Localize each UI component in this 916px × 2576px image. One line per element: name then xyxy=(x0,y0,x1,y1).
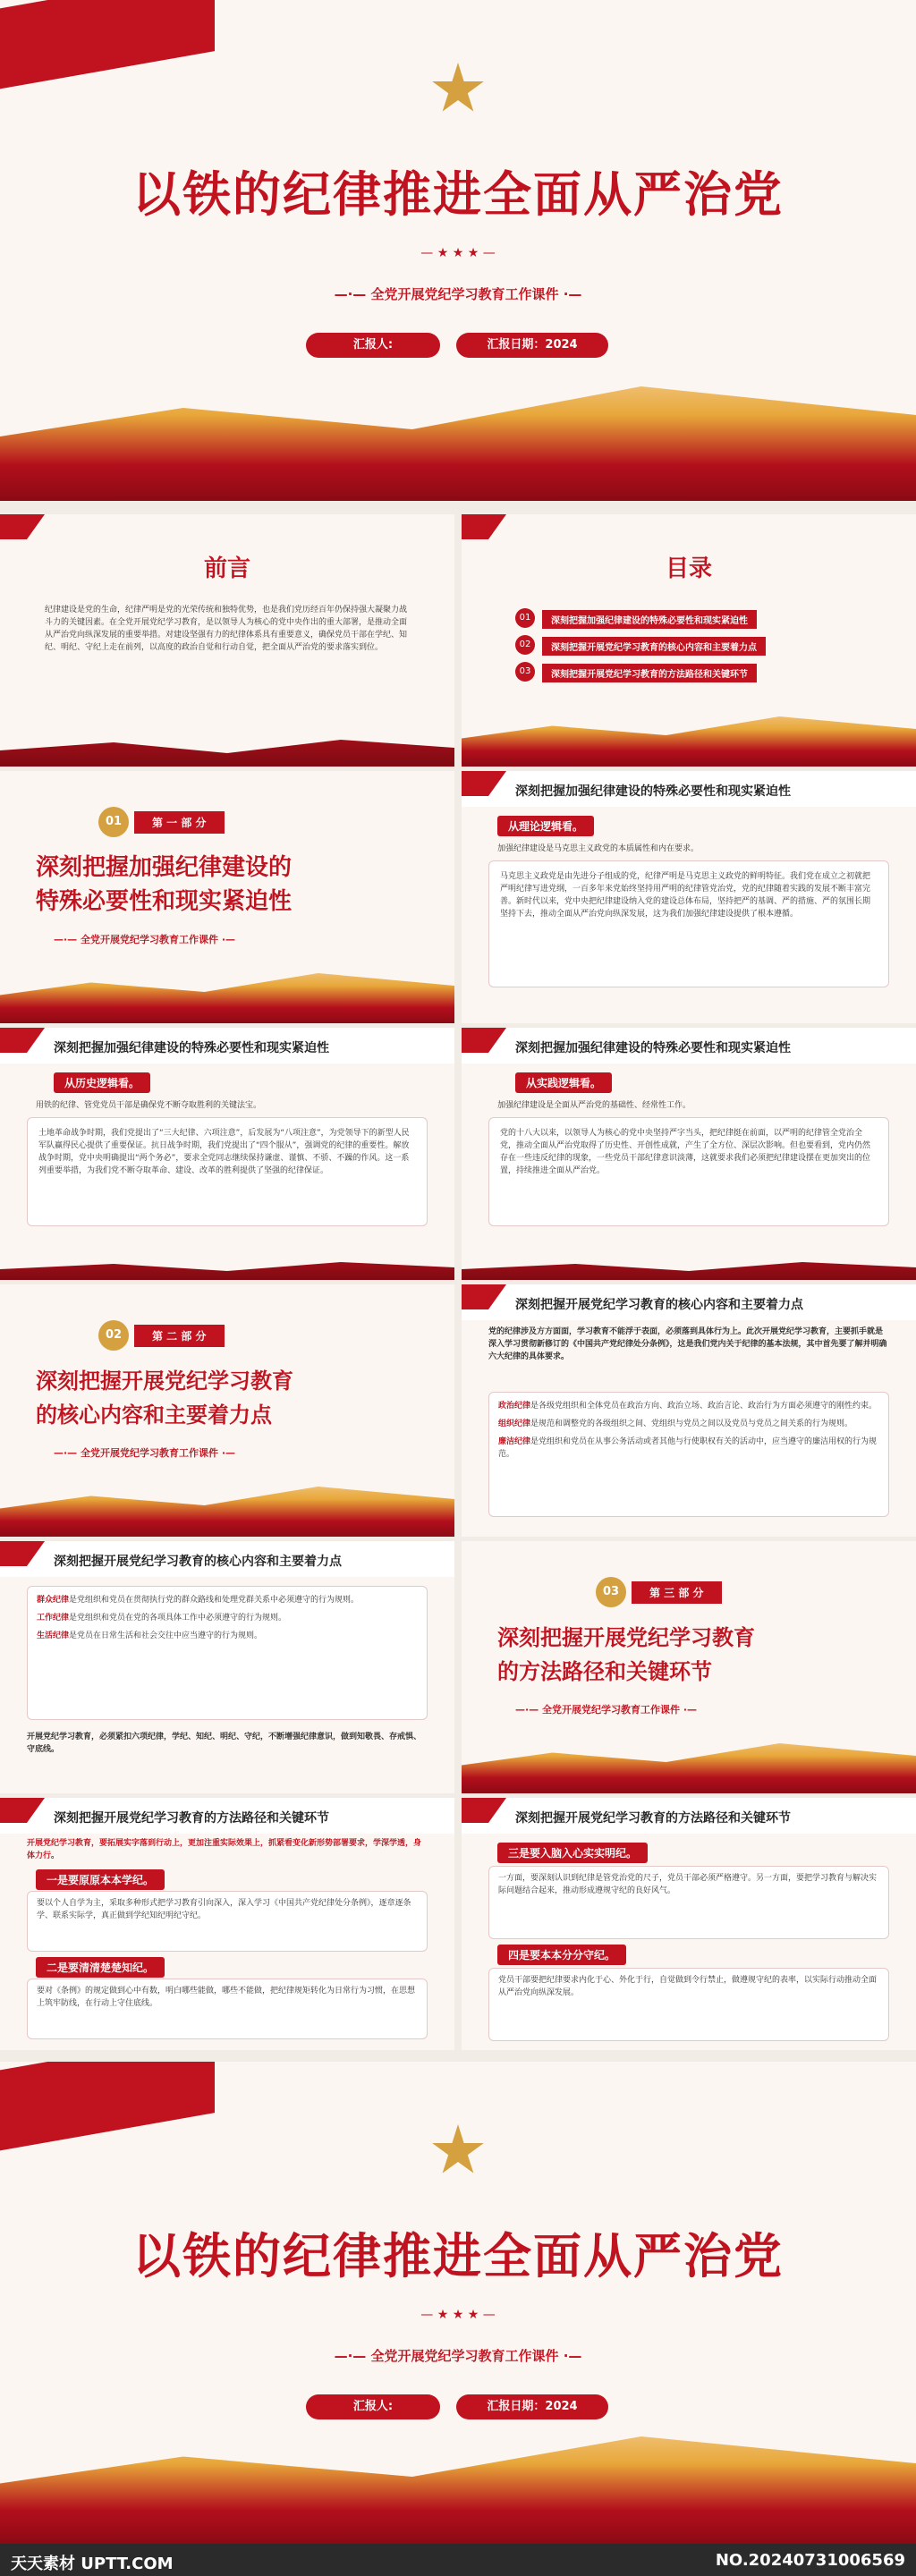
section-title-line2: 的方法路径和关键环节 xyxy=(497,1659,712,1684)
card-body: 党的十八大以来，以领导人为核心的党中央坚持严字当头，把纪律挺在前面，以严明的纪律管全党治全党，推动全面从严治党取得了历史性、开创性成就，产生了全方位、深层次影响。但也要看到，党内仍然存在一些违反纪律的现象，一些党员干部纪律意识淡薄，这就要求我们必须把纪律建设摆在更加突出的位置，持续推进全面从严治党。 xyxy=(500,1129,871,1175)
slide-header-title: 深刻把握开展党纪学习教育的方法路径和关键环节 xyxy=(54,1811,329,1826)
list-item xyxy=(37,1594,418,1606)
list-item xyxy=(498,1400,879,1412)
section-badge: 第 三 部 分 xyxy=(632,1581,722,1604)
lead-text: 用铁的纪律、管党党员干部是确保党不断夺取胜利的关键法宝。 xyxy=(36,1101,262,1110)
slide-header-title: 深刻把握开展党纪学习教育的核心内容和主要着力点 xyxy=(515,1298,803,1312)
content-card xyxy=(488,1968,889,2041)
red-flag-decoration xyxy=(0,514,45,539)
list-item xyxy=(498,1436,879,1461)
history-slide xyxy=(0,1028,454,1280)
card-body: 一方面，要深刻认识到纪律是管党治党的尺子，党员干部必须严格遵守。另一方面，要把学习教育与解决实际问题结合起来，推动形成遵规守纪的良好风气。 xyxy=(498,1874,878,1895)
section-badge: 第 一 部 分 xyxy=(134,811,225,834)
core-content-slide-1 xyxy=(462,1284,916,1537)
watermark-footer xyxy=(0,2544,916,2576)
item-text: 是各级党组织和全体党员在政治方向、政治立场、政治言论、政治行为方面必须遵守的刚性约束。 xyxy=(530,1402,878,1411)
red-flag-decoration xyxy=(462,1798,506,1823)
section-subtitle: —·— 全党开展党纪学习教育工作课件 ·— xyxy=(54,934,236,945)
card-body: 要以个人自学为主，采取多种形式把学习教育引向深入，深入学习《中国共产党纪律处分条例》，逐章逐条学、联系实际学，真正做到学纪知纪明纪守纪。 xyxy=(37,1899,411,1920)
section-badge: 第 二 部 分 xyxy=(134,1325,225,1347)
part3-section-slide xyxy=(462,1541,916,1793)
reporter-pill: 汇报人: xyxy=(306,2394,440,2419)
gold-wave-decoration xyxy=(0,2410,916,2544)
theory-slide xyxy=(462,771,916,1023)
slide-header-title: 深刻把握开展党纪学习教育的方法路径和关键环节 xyxy=(515,1811,791,1826)
gold-star-emblem xyxy=(431,2124,485,2178)
slide-header xyxy=(0,1541,454,1577)
preface-slide xyxy=(0,514,454,767)
red-ribbon-decoration xyxy=(0,0,215,92)
item-keyword: 工作纪律 xyxy=(37,1614,70,1623)
gold-wave-decoration xyxy=(462,704,916,767)
watermark-left: 天天素材 UPTT.COM xyxy=(11,2555,174,2573)
slide-header-title: 深刻把握加强纪律建设的特殊必要性和现实紧迫性 xyxy=(515,1041,791,1055)
toc-number: 01 xyxy=(515,608,535,628)
slide-header xyxy=(462,1284,916,1320)
method-slide-1 xyxy=(0,1798,454,2050)
part1-section-slide xyxy=(0,771,454,1023)
cover-title: 以铁的纪律推进全面从严治党 xyxy=(132,2228,784,2284)
red-flag-decoration xyxy=(0,1028,45,1053)
section-title-line1: 深刻把握开展党纪学习教育 xyxy=(497,1625,755,1650)
red-wave-decoration xyxy=(0,1244,454,1280)
item-keyword: 生活纪律 xyxy=(37,1631,70,1640)
item-text: 是党组织和党员在贯彻执行党的群众路线和处理党群关系中必须遵守的行为规则。 xyxy=(69,1596,360,1605)
cover-subtitle: —·— 全党开展党纪学习教育工作课件 ·— xyxy=(334,2348,582,2364)
section-tag: 从实践逻辑看。 xyxy=(515,1072,612,1093)
cover-subtitle: —·— 全党开展党纪学习教育工作课件 ·— xyxy=(334,286,582,302)
lead-text: 开展党纪学习教育，要拓展实字落到行动上，更加注重实际效果上，抓紧看变化新形势部署要求，学深学透，身体力行。 xyxy=(27,1839,422,1860)
list-item xyxy=(37,1630,418,1642)
content-card xyxy=(488,860,889,987)
divider-stars: — ★ ★ ★ — xyxy=(420,246,496,260)
slide-header-title: 深刻把握加强纪律建设的特殊必要性和现实紧迫性 xyxy=(515,784,791,799)
content-card xyxy=(27,1979,428,2039)
cover-slide-bottom xyxy=(0,2062,916,2576)
red-flag-decoration xyxy=(462,771,506,796)
content-card xyxy=(488,1866,889,1939)
slide-header xyxy=(462,1798,916,1834)
gold-wave-decoration xyxy=(0,358,916,501)
toc-number: 02 xyxy=(515,635,535,655)
section-subtitle: —·— 全党开展党纪学习教育工作课件 ·— xyxy=(515,1704,698,1716)
content-card xyxy=(27,1117,428,1226)
preface-body: 纪律建设是党的生命，纪律严明是党的光荣传统和独特优势，也是我们党历经百年仍保持强大凝聚力战斗力的关键因素。在全党开展党纪学习教育，是以领导人为核心的党中央作出的重大部署，是推动全面从严治党向纵深发展的重要举措。对建设坚强有力的纪律体系具有重要意义，确保党员干部在学纪、知纪、明纪、守纪上走在前列，以高度的政治自觉和行动自觉，把全面从严治党的要求落实到位。 xyxy=(45,606,408,652)
section-tag: 从理论逻辑看。 xyxy=(497,816,594,836)
watermark-right: NO.20240731006569 xyxy=(715,2551,905,2570)
slide-header xyxy=(462,1028,916,1063)
red-wave-decoration xyxy=(0,713,454,767)
summary-text: 开展党纪学习教育，必须紧扣六项纪律，学纪、知纪、明纪、守纪，不断增强纪律意识，做到知敬畏、存戒惧、守底线。 xyxy=(27,1733,422,1754)
slide-header xyxy=(0,1028,454,1063)
item-keyword: 组织纪律 xyxy=(498,1419,531,1428)
section-number: 01 xyxy=(98,807,129,837)
item-keyword: 群众纪律 xyxy=(37,1596,70,1605)
date-pill: 汇报日期：2024 xyxy=(456,2394,608,2419)
intro-text: 党的纪律涉及方方面面，学习教育不能浮于表面，必须落到具体行为上。此次开展党纪学习教育，主要抓手就是深入学习贯彻新修订的《中国共产党纪律处分条例》，这是我们党内关于纪律的基本法规，其中首先要了解并明确六大纪律的具体要求。 xyxy=(488,1327,887,1361)
red-flag-decoration xyxy=(462,514,506,539)
section-tag: 一是要原原本本学纪。 xyxy=(36,1869,165,1890)
date-pill: 汇报日期：2024 xyxy=(456,333,608,358)
toc-slide xyxy=(462,514,916,767)
part2-section-slide xyxy=(0,1284,454,1537)
section-tag: 从历史逻辑看。 xyxy=(54,1072,150,1093)
red-flag-decoration xyxy=(462,1284,506,1309)
card-body: 要对《条例》的规定做到心中有数，明白哪些能做，哪些不能做，把纪律规矩转化为日常行为习惯，在思想上筑牢防线，在行动上守住底线。 xyxy=(37,1987,416,2008)
red-wave-decoration xyxy=(462,1244,916,1280)
slide-header xyxy=(0,1798,454,1834)
red-flag-decoration xyxy=(0,1541,45,1566)
toc-label: 深刻把握加强纪律建设的特殊必要性和现实紧迫性 xyxy=(542,610,757,629)
content-card xyxy=(27,1891,428,1952)
item-text: 是党员在日常生活和社会交往中应当遵守的行为规则。 xyxy=(69,1631,263,1640)
item-text: 是党组织和党员在从事公务活动或者其他与行使职权有关的活动中，应当遵守的廉洁用权的行为规范。 xyxy=(498,1437,878,1459)
slide-header xyxy=(462,771,916,807)
preface-title: 前言 xyxy=(203,555,250,582)
core-content-slide-2 xyxy=(0,1541,454,1793)
gold-wave-decoration xyxy=(462,1731,916,1793)
list-item xyxy=(498,1418,879,1430)
content-card xyxy=(488,1392,889,1517)
content-card xyxy=(27,1586,428,1720)
section-subtitle: —·— 全党开展党纪学习教育工作课件 ·— xyxy=(54,1447,236,1459)
lead-text: 加强纪律建设是全面从严治党的基础性、经常性工作。 xyxy=(497,1101,691,1110)
red-ribbon-decoration xyxy=(0,2062,215,2154)
section-title-line1: 深刻把握开展党纪学习教育 xyxy=(36,1368,293,1394)
item-text: 是党组织和党员在党的各项具体工作中必须遵守的行为规则。 xyxy=(69,1614,287,1623)
lead-text: 加强纪律建设是马克思主义政党的本质属性和内在要求。 xyxy=(497,844,700,853)
card-body: 土地革命战争时期，我们党提出了“三大纪律、六项注意”，后发展为“八项注意”，为党领导下的新型人民军队赢得民心提供了重要保证。抗日战争时期，我们党提出了“四个服从”，强调党的纪律的重要性。解放战争时期，党中央明确提出“两个务必”，要求全党同志继续保持谦虚、谨慎、不骄、不躁的作风。这一系列重要举措，为我们党不断夺取革命、建设、改革的胜利提供了坚强的纪律保证。 xyxy=(38,1129,410,1175)
item-keyword: 政治纪律 xyxy=(498,1402,531,1411)
slide-header-title: 深刻把握开展党纪学习教育的核心内容和主要着力点 xyxy=(54,1555,342,1569)
item-text: 是规范和调整党的各级组织之间、党组织与党员之间以及党员与党员之间关系的行为规则。 xyxy=(530,1419,853,1428)
card-body: 马克思主义政党是由先进分子组成的党，纪律严明是马克思主义政党的鲜明特征。我们党在成立之初就把严明纪律写进党纲，一百多年来党始终坚持用严明的纪律管党治党，党的纪律随着实践的发展不断丰富完善。新时代以来，党中央把纪律建设纳入党的建设总体布局，坚持把严的基调、严的措施、严的氛围长期坚持下去，推动全面从严治党向纵深发展，这为我们加强纪律建设提供了根本遵循。 xyxy=(500,872,871,919)
practice-slide xyxy=(462,1028,916,1280)
content-card xyxy=(488,1117,889,1226)
toc-number: 03 xyxy=(515,662,535,682)
toc-label: 深刻把握开展党纪学习教育的核心内容和主要着力点 xyxy=(542,637,766,656)
item-keyword: 廉洁纪律 xyxy=(498,1437,531,1446)
red-flag-decoration xyxy=(462,1028,506,1053)
list-item xyxy=(37,1612,418,1624)
gold-wave-decoration xyxy=(0,1474,454,1537)
toc-label: 深刻把握开展党纪学习教育的方法路径和关键环节 xyxy=(542,664,757,682)
red-flag-decoration xyxy=(0,1798,45,1823)
cover-slide-top xyxy=(0,0,916,501)
divider-stars: — ★ ★ ★ — xyxy=(420,2308,496,2322)
method-slide-2 xyxy=(462,1798,916,2050)
gold-star-emblem xyxy=(431,63,485,116)
reporter-pill: 汇报人: xyxy=(306,333,440,358)
section-title-line2: 的核心内容和主要着力点 xyxy=(36,1402,272,1428)
slide-header-title: 深刻把握加强纪律建设的特殊必要性和现实紧迫性 xyxy=(54,1041,329,1055)
card-body: 党员干部要把纪律要求内化于心、外化于行，自觉做到令行禁止，做遵规守纪的表率，以实际行动推动全面从严治党向纵深发展。 xyxy=(498,1976,878,1997)
section-tag: 四是要本本分分守纪。 xyxy=(497,1945,626,1965)
section-number: 02 xyxy=(98,1320,129,1351)
section-title-line2: 特殊必要性和现实紧迫性 xyxy=(36,888,293,915)
gold-wave-decoration xyxy=(0,961,454,1023)
section-tag: 二是要清清楚楚知纪。 xyxy=(36,1957,165,1978)
section-tag: 三是要入脑入心实实明纪。 xyxy=(497,1843,648,1863)
section-number: 03 xyxy=(596,1577,626,1607)
toc-title: 目录 xyxy=(665,555,712,582)
section-title-line1: 深刻把握加强纪律建设的 xyxy=(36,854,293,881)
cover-title: 以铁的纪律推进全面从严治党 xyxy=(132,166,784,223)
